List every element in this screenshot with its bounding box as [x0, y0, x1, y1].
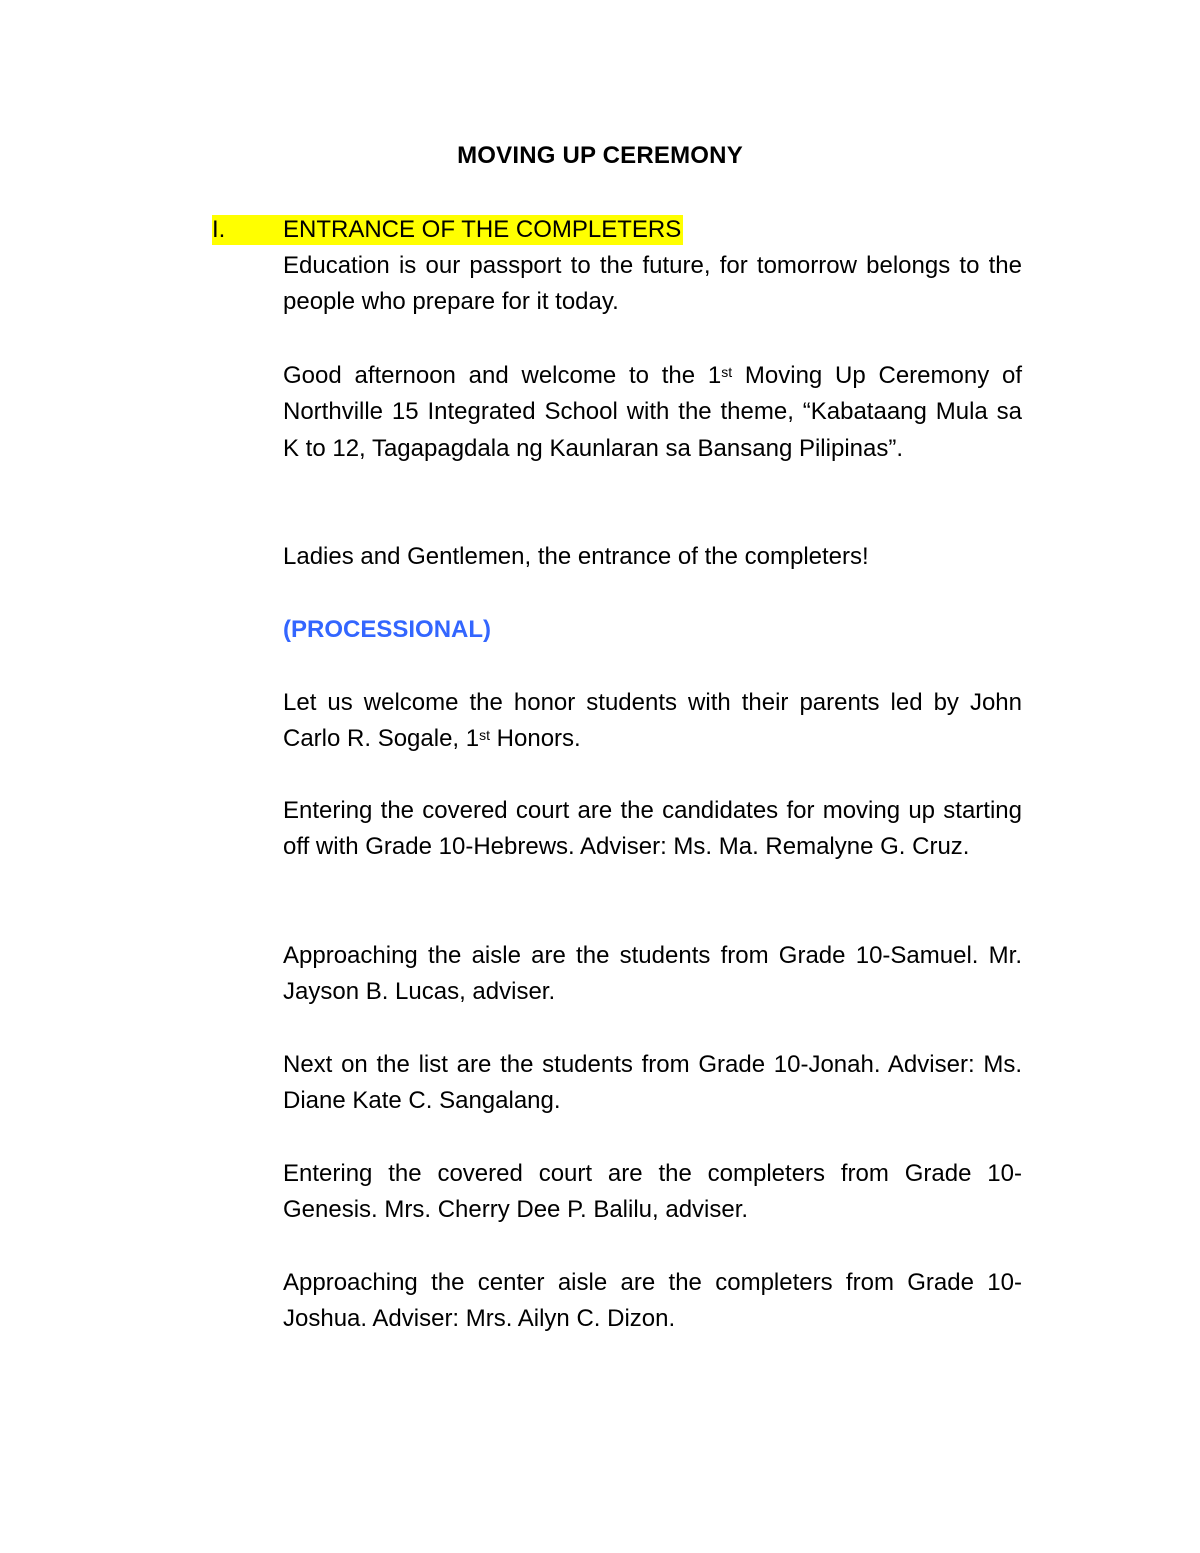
welcome-paragraph — [283, 358, 1022, 467]
section-heading: ENTRANCE OF THE COMPLETERS — [283, 216, 682, 243]
welcome-text-start: Good afternoon and welcome to the 1 — [283, 362, 722, 389]
genesis-paragraph: Entering the covered court are the completers from Grade 10-Genesis. Mrs. Cherry Dee P. Balilu, adviser. — [283, 1160, 1022, 1224]
opening-quote-paragraph: Education is our passport to the future, for tomorrow belongs to the people who prepare for it today. — [283, 252, 1022, 316]
document-title: MOVING UP CEREMONY — [457, 142, 743, 169]
honor-text-start: Let us welcome the honor students with their parents led by John Carlo R. Sogale, 1 — [283, 689, 1022, 753]
jonah-paragraph: Next on the list are the students from Grade 10-Jonah. Adviser: Ms. Diane Kate C. Sangalang. — [283, 1051, 1022, 1115]
honor-text-end: Honors. — [490, 725, 581, 753]
ordinal-suffix: st — [721, 364, 733, 380]
joshua-paragraph: Approaching the center aisle are the completers from Grade 10-Joshua. Adviser: Mrs. Ailyn C. Dizon. — [283, 1269, 1022, 1333]
honor-students-paragraph — [283, 685, 1022, 758]
ordinal-suffix: st — [479, 727, 490, 744]
hebrews-paragraph: Entering the covered court are the candidates for moving up starting off with Grade 10-Hebrews. Adviser: Ms. Ma. Remalyne G. Cruz. — [283, 797, 1022, 861]
section-number: I. — [212, 215, 283, 245]
samuel-paragraph: Approaching the aisle are the students from Grade 10-Samuel. Mr. Jayson B. Lucas, adviser. — [283, 942, 1022, 1006]
entrance-announcement: Ladies and Gentlemen, the entrance of the completers! — [283, 543, 869, 570]
welcome-text-end: Moving Up Ceremony of Northville 15 Integrated School with the theme, “Kabataang Mula sa K to 12, Tagapagdala ng Kaunlaran sa Bansang Pilipinas”. — [283, 362, 1022, 462]
processional-cue: (PROCESSIONAL) — [283, 616, 492, 643]
